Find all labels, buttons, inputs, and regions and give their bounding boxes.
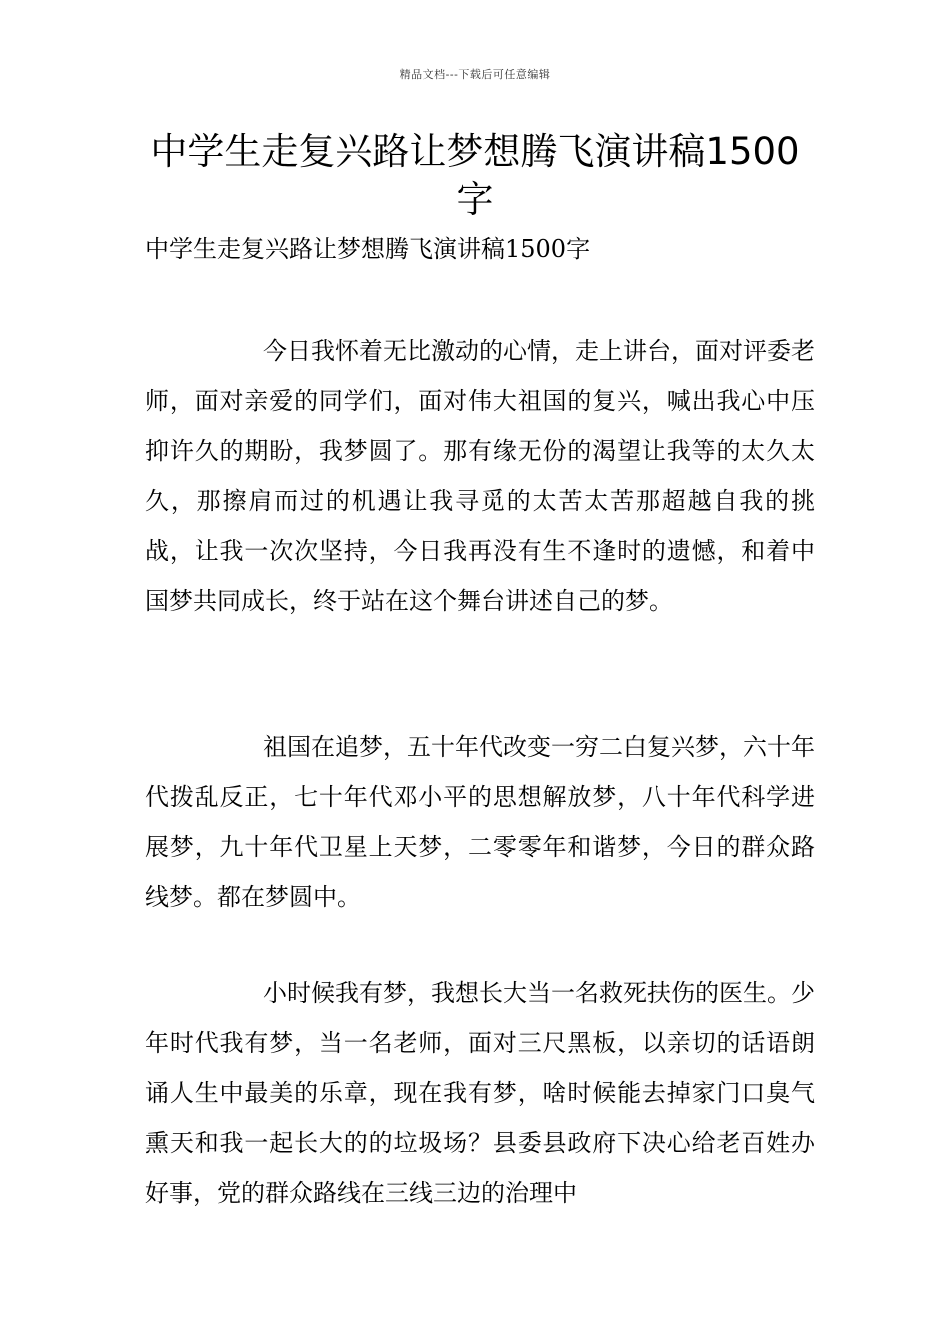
document-subtitle: 中学生走复兴路让梦想腾飞演讲稿1500字 bbox=[145, 235, 591, 263]
body-paragraph: 小时候我有梦，我想长大当一名救死扶伤的医生。少年时代我有梦，当一名老师，面对三尺黑板，以亲切的话语朗诵人生中最美的乐章，现在我有梦，啥时候能去掉家门口臭气熏天和我一起长大的的垃圾场？县委县政府下决心给老百姓办好事，党的群众路线在三线三边的治理中 bbox=[145, 979, 815, 1207]
document-title: 中学生走复兴路让梦想腾飞演讲稿1500字 bbox=[150, 130, 800, 221]
page-watermark: 精品文档---下载后可任意编辑 bbox=[399, 68, 551, 81]
body-paragraph: 今日我怀着无比激动的心情，走上讲台，面对评委老师，面对亲爱的同学们，面对伟大祖国的复兴，喊出我心中压抑许久的期盼，我梦圆了。那有缘无份的渴望让我等的太久太久，那擦肩而过的机遇让我寻觅的太苦太苦那超越自我的挑战，让我一次次坚持，今日我再没有生不逢时的遗憾，和着中国梦共同成长，终于站在这个舞台讲述自己的梦。 bbox=[145, 337, 815, 615]
body-paragraph: 祖国在追梦，五十年代改变一穷二白复兴梦，六十年代拨乱反正，七十年代邓小平的思想解放梦，八十年代科学进展梦，九十年代卫星上天梦，二零零年和谐梦，今日的群众路线梦。都在梦圆中。 bbox=[145, 733, 815, 911]
